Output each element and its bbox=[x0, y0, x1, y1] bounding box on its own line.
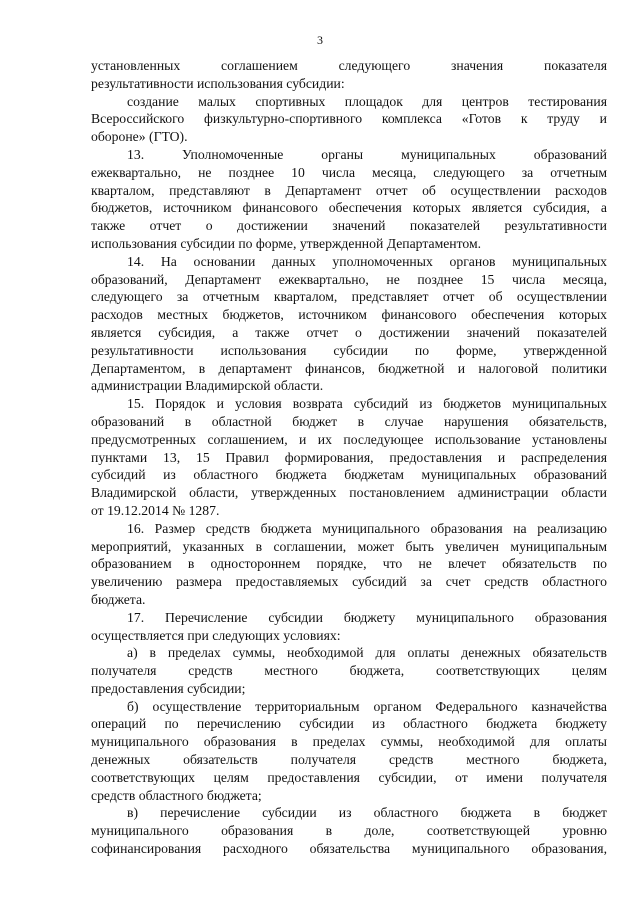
text-line: является субсидия, а также отчет о достижении значений показателей bbox=[91, 324, 607, 340]
paragraph-15 bbox=[91, 395, 607, 520]
text-line: также отчет о достижении значений показателей результативности bbox=[91, 218, 607, 234]
text-line: бюджета. bbox=[91, 591, 146, 607]
text-line: соответствующих целям предоставления субсидии, от имени получателя bbox=[91, 769, 607, 785]
text-line: 14. На основании данных уполномоченных органов муниципальных bbox=[127, 253, 607, 269]
paragraph-17b bbox=[91, 698, 607, 805]
paragraph-17c bbox=[91, 804, 607, 857]
text-line: Владимирской области, утвержденных постановлением администрации области bbox=[91, 485, 607, 501]
document-body bbox=[91, 57, 607, 858]
text-line: установленных соглашением следующего значения показателя bbox=[91, 58, 607, 73]
text-line: 15. Порядок и условия возврата субсидий из бюджетов муниципальных bbox=[127, 396, 607, 412]
text-line: денежных обязательств получателя средств местного бюджета, bbox=[91, 752, 607, 768]
text-line: Департаментом, в департамент финансов, бюджетной и налоговой политики bbox=[91, 360, 607, 376]
text-line: софинансирования расходного обязательства муниципального образования, bbox=[91, 841, 607, 857]
text-line: а) в пределах суммы, необходимой для оплаты денежных обязательств bbox=[127, 645, 607, 661]
text-line: Всероссийского физкультурно-спортивного комплекса «Готов к труду и bbox=[91, 111, 607, 127]
text-line: 16. Размер средств бюджета муниципального образования на реализацию bbox=[127, 520, 607, 536]
text-line: осуществляется при следующих условиях: bbox=[91, 627, 341, 643]
text-line: кварталом, представляют в Департамент отчет об осуществлении расходов bbox=[91, 182, 607, 198]
text-line: бюджетов, источником финансового обеспечения которых является субсидия, а bbox=[91, 200, 607, 216]
text-line: образованием в одностороннем порядке, что не влечет обязательств по bbox=[91, 556, 607, 572]
text-line: муниципального образования в пределах суммы, необходимой для оплаты bbox=[91, 734, 607, 750]
text-line: расходов местных бюджетов, источником финансового обеспечения которых bbox=[91, 307, 607, 323]
paragraph-13 bbox=[91, 146, 607, 253]
text-line: 13. Уполномоченные органы муниципальных образований bbox=[127, 146, 607, 162]
text-line: результативности использования субсидии: bbox=[91, 75, 345, 91]
text-line: субсидий из областного бюджета бюджетам муниципальных образований bbox=[91, 467, 607, 483]
text-line: операций по перечислению субсидии из областного бюджета бюджету bbox=[91, 716, 607, 732]
text-line: мероприятий, указанных в соглашении, может быть увеличен муниципальным bbox=[91, 538, 607, 554]
paragraph-intro-tail bbox=[91, 57, 607, 93]
paragraph-14 bbox=[91, 253, 607, 395]
text-line: б) осуществление территориальным органом Федерального казначейства bbox=[127, 698, 607, 714]
text-line: средств областного бюджета; bbox=[91, 787, 262, 803]
text-line: 17. Перечисление субсидии бюджету муниципального образования bbox=[127, 609, 607, 625]
text-line: пунктами 13, 15 Правил формирования, предоставления и распределения bbox=[91, 449, 607, 465]
text-line: муниципального образования в доле, соответствующей уровню bbox=[91, 823, 607, 839]
page-number: 3 bbox=[317, 33, 323, 47]
text-line: следующего за отчетным кварталом, представляет отчет об осуществлении bbox=[91, 289, 607, 305]
text-line: образований в областной бюджет в случае нарушения обязательств, bbox=[91, 413, 607, 429]
paragraph-16 bbox=[91, 520, 607, 609]
paragraph-17 bbox=[91, 609, 607, 645]
text-line: обороне» (ГТО). bbox=[91, 129, 188, 145]
text-line: администрации Владимирской области. bbox=[91, 378, 324, 394]
paragraph-17a bbox=[91, 644, 607, 697]
text-line: предоставления субсидии; bbox=[91, 680, 246, 696]
text-line: результативности использования субсидии по форме, утвержденной bbox=[91, 342, 607, 358]
text-line: использования субсидии по форме, утвержденной Департаментом. bbox=[91, 235, 482, 251]
text-line: в) перечисление субсидии из областного бюджета в бюджет bbox=[127, 805, 607, 821]
text-line: предусмотренных соглашением, и их последующее использование установлены bbox=[91, 431, 607, 447]
text-line: создание малых спортивных площадок для центров тестирования bbox=[127, 93, 607, 109]
text-line: увеличению размера предоставляемых субсидий за счет средств областного bbox=[91, 574, 607, 590]
text-line: получателя средств местного бюджета, соответствующих целям bbox=[91, 663, 607, 679]
text-line: образований, Департамент ежеквартально, не позднее 15 числа месяца, bbox=[91, 271, 607, 287]
paragraph-gto bbox=[91, 93, 607, 146]
text-line: от 19.12.2014 № 1287. bbox=[91, 502, 220, 518]
text-line: ежеквартально, не позднее 10 числа месяца, следующего за отчетным bbox=[91, 164, 607, 180]
